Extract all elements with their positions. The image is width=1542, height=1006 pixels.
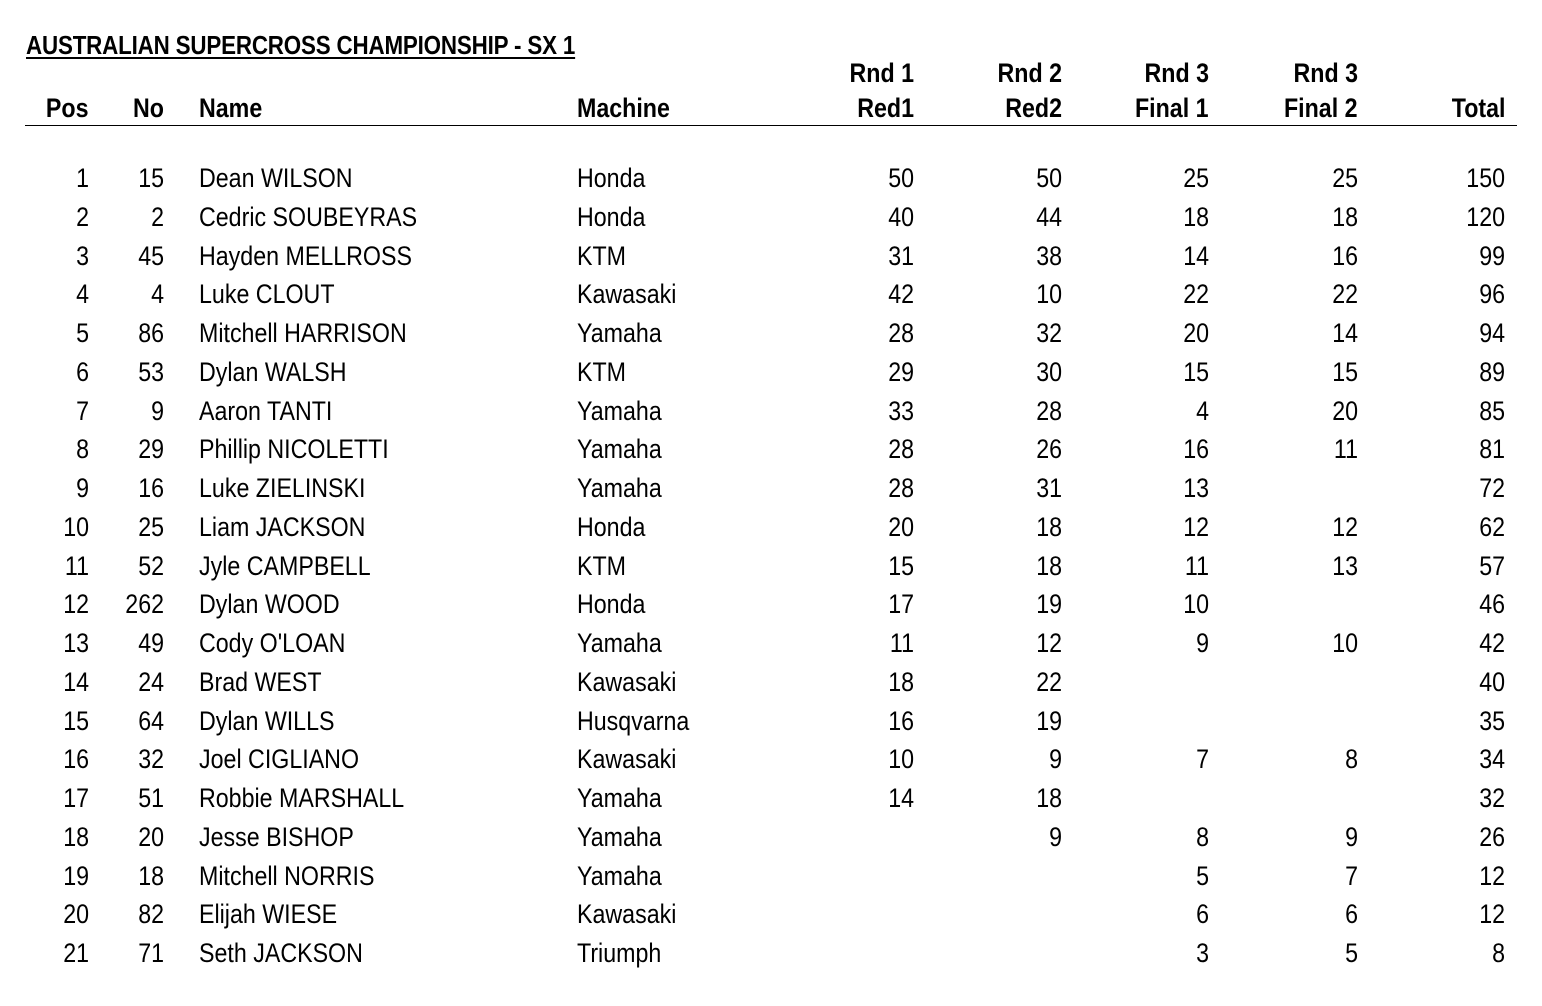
cell-pos: 15 (63, 705, 89, 736)
cell-rnd3-final2: 14 (1332, 318, 1358, 348)
cell-pos: 3 (76, 240, 89, 271)
cell-pos: 5 (76, 318, 89, 348)
cell-machine: Triumph (577, 938, 662, 968)
cell-total: 89 (1479, 356, 1505, 387)
table-row (0, 356, 1542, 397)
cell-rider-name: Phillip NICOLETTI (199, 434, 389, 465)
cell-rider-name: Aaron TANTI (199, 395, 333, 426)
cell-total: 99 (1479, 240, 1505, 271)
cell-rnd1-red1: 40 (888, 201, 914, 232)
cell-rnd1-red1: 31 (888, 240, 914, 271)
cell-machine: Kawasaki (577, 666, 677, 697)
cell-rnd1-red1: 16 (888, 705, 914, 736)
cell-pos: 9 (76, 473, 89, 503)
header-total: Total (1451, 93, 1505, 123)
cell-rnd2-red2: 18 (1036, 511, 1062, 542)
document-title: AUSTRALIAN SUPERCROSS CHAMPIONSHIP - SX 1 (26, 30, 576, 60)
cell-rnd3-final2: 13 (1332, 550, 1358, 581)
cell-pos: 1 (76, 163, 89, 193)
cell-total: 150 (1466, 163, 1505, 193)
cell-rnd3-final1: 6 (1196, 899, 1209, 930)
cell-machine: Yamaha (577, 395, 662, 426)
cell-rnd3-final1: 5 (1196, 860, 1209, 891)
table-row (0, 821, 1542, 862)
cell-rnd2-red2: 28 (1036, 395, 1062, 426)
cell-pos: 8 (76, 434, 89, 465)
cell-rnd3-final2: 22 (1332, 279, 1358, 310)
cell-rider-name: Seth JACKSON (199, 938, 363, 968)
cell-rnd3-final1: 20 (1183, 318, 1209, 348)
cell-no: 4 (151, 279, 164, 310)
cell-rnd3-final2: 6 (1345, 899, 1358, 930)
header-pos: Pos (46, 93, 89, 123)
cell-machine: Yamaha (577, 473, 662, 503)
cell-machine: Yamaha (577, 628, 662, 658)
cell-no: 71 (138, 938, 164, 968)
cell-total: 40 (1479, 666, 1505, 697)
table-row (0, 395, 1542, 436)
cell-total: 120 (1466, 201, 1505, 232)
cell-machine: Honda (577, 163, 646, 193)
cell-rnd3-final1: 10 (1183, 589, 1209, 620)
cell-rnd3-final2: 18 (1332, 201, 1358, 232)
cell-total: 8 (1492, 938, 1505, 968)
cell-pos: 7 (76, 395, 89, 426)
cell-rnd3-final2: 8 (1345, 744, 1358, 775)
cell-rnd3-final1: 22 (1183, 279, 1209, 310)
cell-total: 62 (1479, 511, 1505, 542)
cell-rnd3-final1: 7 (1196, 744, 1209, 775)
cell-rnd3-final2: 25 (1332, 163, 1358, 193)
cell-rnd3-final2: 7 (1345, 860, 1358, 891)
cell-total: 42 (1479, 628, 1505, 658)
cell-rnd2-red2: 26 (1036, 434, 1062, 465)
cell-rnd3-final1: 16 (1183, 434, 1209, 465)
cell-rnd1-red1: 15 (888, 550, 914, 581)
cell-no: 53 (138, 356, 164, 387)
cell-rnd3-final2: 9 (1345, 821, 1358, 852)
cell-rnd2-red2: 12 (1036, 628, 1062, 658)
cell-rnd1-red1: 28 (888, 473, 914, 503)
cell-rnd1-red1: 50 (888, 163, 914, 193)
cell-rider-name: Dylan WILLS (199, 705, 335, 736)
cell-total: 32 (1479, 783, 1505, 813)
cell-rider-name: Hayden MELLROSS (199, 240, 412, 271)
cell-machine: Yamaha (577, 860, 662, 891)
table-row (0, 281, 1542, 319)
cell-rnd2-red2: 32 (1036, 318, 1062, 348)
cell-no: 86 (138, 318, 164, 348)
cell-rnd3-final1: 12 (1183, 511, 1209, 542)
table-row (0, 436, 1542, 474)
cell-total: 12 (1479, 899, 1505, 930)
table-row (0, 475, 1542, 513)
header-rnd3-final1-top: Rnd 3 (1144, 58, 1209, 88)
table-row (0, 860, 1542, 901)
cell-rnd1-red1: 29 (888, 356, 914, 387)
cell-rider-name: Joel CIGLIANO (199, 744, 360, 775)
cell-machine: Yamaha (577, 821, 662, 852)
table-row (0, 165, 1542, 203)
table-row (0, 901, 1542, 939)
cell-rnd2-red2: 9 (1049, 821, 1062, 852)
cell-rnd3-final1: 18 (1183, 201, 1209, 232)
cell-pos: 13 (63, 628, 89, 658)
cell-total: 34 (1479, 744, 1505, 775)
cell-rnd3-final1: 9 (1196, 628, 1209, 658)
header-rnd1-top: Rnd 1 (849, 58, 914, 88)
header-rnd3-final2-top: Rnd 3 (1293, 58, 1358, 88)
cell-no: 262 (125, 589, 164, 620)
cell-total: 46 (1479, 589, 1505, 620)
cell-rnd2-red2: 30 (1036, 356, 1062, 387)
cell-rider-name: Luke ZIELINSKI (199, 473, 366, 503)
header-name: Name (199, 93, 263, 123)
cell-total: 57 (1479, 550, 1505, 581)
cell-total: 72 (1479, 473, 1505, 503)
cell-rnd2-red2: 22 (1036, 666, 1062, 697)
cell-rnd2-red2: 44 (1036, 201, 1062, 232)
cell-rnd1-red1: 20 (888, 511, 914, 542)
table-row (0, 785, 1542, 823)
cell-no: 25 (138, 511, 164, 542)
cell-rnd1-red1: 28 (888, 434, 914, 465)
table-row (0, 201, 1542, 242)
cell-pos: 2 (76, 201, 89, 232)
cell-no: 64 (138, 705, 164, 736)
cell-rnd1-red1: 42 (888, 279, 914, 310)
cell-machine: Honda (577, 201, 646, 232)
cell-rnd2-red2: 18 (1036, 783, 1062, 813)
header-rnd3-final1-bottom: Final 1 (1135, 93, 1209, 123)
cell-rnd3-final1: 4 (1196, 395, 1209, 426)
cell-rnd3-final1: 11 (1184, 550, 1209, 581)
cell-rnd3-final2: 15 (1332, 356, 1358, 387)
cell-rider-name: Brad WEST (199, 666, 322, 697)
cell-no: 9 (151, 395, 164, 426)
cell-rnd2-red2: 31 (1036, 473, 1062, 503)
cell-total: 35 (1479, 705, 1505, 736)
cell-pos: 6 (76, 356, 89, 387)
table-row (0, 746, 1542, 784)
cell-machine: Yamaha (577, 318, 662, 348)
cell-pos: 12 (63, 589, 89, 620)
cell-total: 85 (1479, 395, 1505, 426)
cell-rider-name: Luke CLOUT (199, 279, 335, 310)
cell-pos: 14 (63, 666, 89, 697)
cell-rnd1-red1: 18 (888, 666, 914, 697)
cell-total: 94 (1479, 318, 1505, 348)
cell-no: 29 (138, 434, 164, 465)
header-rnd2-bottom: Red2 (1005, 93, 1062, 123)
cell-pos: 18 (63, 821, 89, 852)
cell-rider-name: Cody O'LOAN (199, 628, 346, 658)
cell-pos: 16 (63, 744, 89, 775)
cell-rnd3-final1: 13 (1183, 473, 1209, 503)
cell-machine: KTM (577, 356, 627, 387)
table-row (0, 320, 1542, 358)
cell-rider-name: Cedric SOUBEYRAS (199, 201, 418, 232)
cell-rider-name: Dylan WOOD (199, 589, 340, 620)
cell-rider-name: Elijah WIESE (199, 899, 338, 930)
cell-no: 51 (138, 783, 164, 813)
cell-pos: 10 (63, 511, 89, 542)
cell-pos: 20 (63, 899, 89, 930)
cell-rnd1-red1: 33 (888, 395, 914, 426)
table-row (0, 591, 1542, 629)
cell-machine: Kawasaki (577, 279, 677, 310)
cell-machine: Honda (577, 589, 646, 620)
cell-rnd1-red1: 11 (889, 628, 914, 658)
table-row (0, 705, 1542, 746)
cell-rnd3-final2: 11 (1333, 434, 1358, 465)
cell-no: 18 (138, 860, 164, 891)
header-divider (25, 125, 1517, 126)
cell-rider-name: Liam JACKSON (199, 511, 366, 542)
cell-rnd2-red2: 38 (1036, 240, 1062, 271)
cell-rnd3-final1: 3 (1196, 938, 1209, 968)
cell-pos: 19 (63, 860, 89, 891)
table-row (0, 666, 1542, 707)
cell-rider-name: Dylan WALSH (199, 356, 347, 387)
cell-total: 12 (1479, 860, 1505, 891)
cell-machine: KTM (577, 550, 627, 581)
cell-rnd2-red2: 19 (1036, 589, 1062, 620)
cell-rider-name: Jesse BISHOP (199, 821, 354, 852)
cell-rnd3-final1: 15 (1183, 356, 1209, 387)
header-rnd1-bottom: Red1 (857, 93, 914, 123)
cell-rnd2-red2: 50 (1036, 163, 1062, 193)
cell-rnd3-final2: 20 (1332, 395, 1358, 426)
cell-pos: 4 (76, 279, 89, 310)
cell-rnd3-final2: 5 (1345, 938, 1358, 968)
cell-rnd3-final1: 8 (1196, 821, 1209, 852)
cell-rider-name: Mitchell HARRISON (199, 318, 407, 348)
header-no: No (133, 93, 164, 123)
cell-rnd1-red1: 10 (888, 744, 914, 775)
cell-rider-name: Mitchell NORRIS (199, 860, 375, 891)
header-machine: Machine (577, 93, 670, 123)
cell-rnd3-final1: 14 (1183, 240, 1209, 271)
cell-rnd2-red2: 19 (1036, 705, 1062, 736)
cell-rider-name: Robbie MARSHALL (199, 783, 405, 813)
cell-machine: Honda (577, 511, 646, 542)
cell-rnd3-final1: 25 (1183, 163, 1209, 193)
cell-total: 26 (1479, 821, 1505, 852)
cell-rider-name: Dean WILSON (199, 163, 353, 193)
table-row (0, 940, 1542, 978)
cell-rnd1-red1: 17 (888, 589, 914, 620)
cell-no: 15 (138, 163, 164, 193)
cell-no: 16 (138, 473, 164, 503)
table-row (0, 240, 1542, 281)
cell-rnd3-final2: 16 (1332, 240, 1358, 271)
cell-pos: 21 (63, 938, 89, 968)
cell-rnd2-red2: 9 (1049, 744, 1062, 775)
cell-total: 81 (1479, 434, 1505, 465)
cell-no: 32 (138, 744, 164, 775)
table-row (0, 550, 1542, 591)
cell-pos: 17 (63, 783, 89, 813)
cell-machine: Kawasaki (577, 899, 677, 930)
cell-no: 2 (151, 201, 164, 232)
table-row (0, 630, 1542, 668)
cell-no: 20 (138, 821, 164, 852)
cell-machine: Yamaha (577, 783, 662, 813)
cell-total: 96 (1479, 279, 1505, 310)
cell-machine: KTM (577, 240, 627, 271)
cell-rnd1-red1: 28 (888, 318, 914, 348)
cell-rnd3-final2: 12 (1332, 511, 1358, 542)
header-rnd2-top: Rnd 2 (997, 58, 1062, 88)
cell-no: 52 (138, 550, 164, 581)
cell-pos: 11 (64, 550, 89, 581)
cell-no: 24 (138, 666, 164, 697)
cell-machine: Kawasaki (577, 744, 677, 775)
cell-rnd2-red2: 18 (1036, 550, 1062, 581)
cell-no: 45 (138, 240, 164, 271)
cell-no: 49 (138, 628, 164, 658)
header-rnd3-final2-bottom: Final 2 (1284, 93, 1358, 123)
table-row (0, 511, 1542, 552)
cell-rnd2-red2: 10 (1036, 279, 1062, 310)
cell-machine: Yamaha (577, 434, 662, 465)
cell-no: 82 (138, 899, 164, 930)
cell-rnd1-red1: 14 (888, 783, 914, 813)
cell-rider-name: Jyle CAMPBELL (199, 550, 371, 581)
cell-rnd3-final2: 10 (1332, 628, 1358, 658)
cell-machine: Husqvarna (577, 705, 690, 736)
